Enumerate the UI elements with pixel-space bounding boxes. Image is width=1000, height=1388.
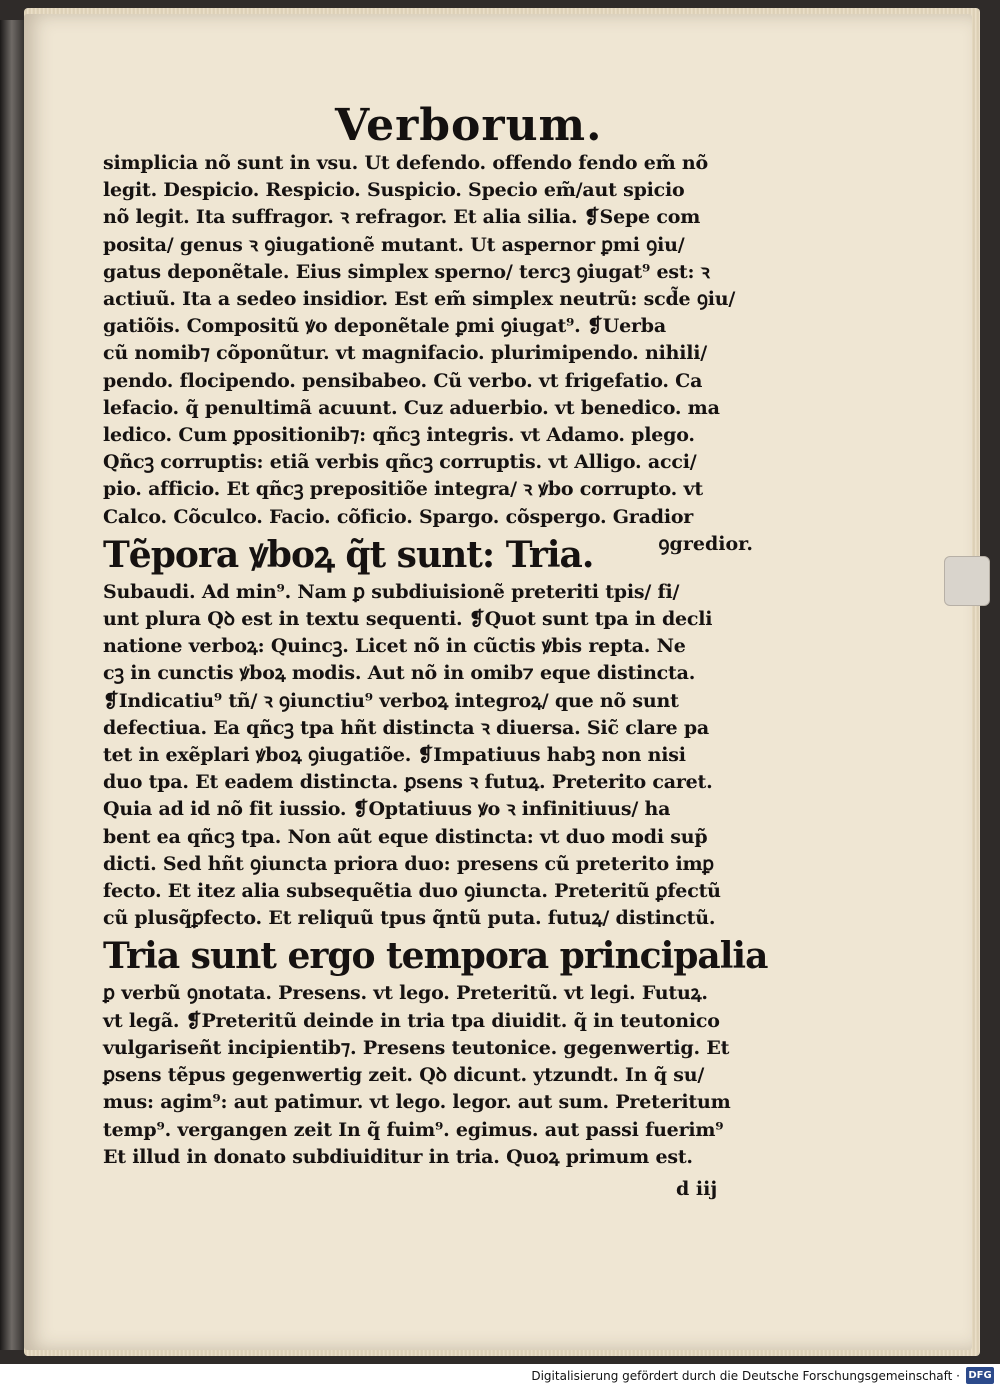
section-heading: Tẽpora ꝟboꝝ q̃t sunt: Tria. xyxy=(103,533,594,576)
text-line: nõ legit. Ita suffragor. ꝛ refragor. Et alia silia. ❡Sepe com xyxy=(103,206,701,229)
text-line: Et illud in donato subdiuiditur in tria. Quoꝝ primum est. xyxy=(103,1145,693,1168)
footer-bar xyxy=(0,1364,1000,1388)
page-clip-tab xyxy=(944,556,990,606)
text-line: Subaudi. Ad min⁹. Nam ꝑ subdiuisionẽ preteriti tpis/ fi/ xyxy=(103,580,680,603)
text-line: pio. afficio. Et qñcꝫ prepositiõe integra/ ꝛ ꝟbo corrupto. vt xyxy=(103,478,703,501)
text-line: ꝑ verbũ ꝯnotata. Presens. vt lego. Preteritũ. vt legi. Futuꝝ. xyxy=(103,982,708,1005)
text-line: ꝑsens tẽpus gegenwertig zeit. Qꝺ dicunt. ytzundt. In q̃ su/ xyxy=(103,1064,705,1087)
text-line: posita/ genus ꝛ ꝯiugationẽ mutant. Ut aspernor ꝑmi ꝯiu/ xyxy=(103,233,685,256)
paragraph-1 xyxy=(103,150,753,531)
text-line: gatus deponẽtale. Eius simplex sperno/ tercꝫ ꝯiugat⁹ est: ꝛ xyxy=(103,260,710,283)
text-block xyxy=(103,150,768,1171)
section-heading-2: Tria sunt ergo tempora principalia xyxy=(103,935,768,978)
text-line: dicti. Sed hñt ꝯiuncta priora duo: presens cũ preterito imꝑ xyxy=(103,852,714,875)
section-heading-2-row xyxy=(103,932,768,980)
text-line: unt plura Qꝺ est in textu sequenti. ❡Quot sunt tpa in decli xyxy=(103,608,713,631)
text-line: ❡Indicatiu⁹ tñ/ ꝛ ꝯiunctiu⁹ verboꝝ integroꝝ/ que nõ sunt xyxy=(103,689,679,712)
text-line: Quia ad id nõ fit iussio. ❡Optatiuus ꝟo ꝛ infinitiuus/ ha xyxy=(103,798,671,821)
text-line: gatiõis. Compositũ ꝟo deponẽtale ꝑmi ꝯiugat⁹. ❡Uerba xyxy=(103,315,666,338)
text-line: actiuũ. Ita a sedeo insidior. Est em̃ simplex neutrũ: scd̃e ꝯiu/ xyxy=(103,288,736,311)
text-line: duo tpa. Et eadem distincta. ꝑsens ꝛ futuꝝ. Preterito caret. xyxy=(103,771,713,794)
text-line: vt legã. ❡Preteritũ deinde in tria tpa diuidit. q̃ in teutonico xyxy=(103,1009,720,1032)
text-line: cꝫ in cunctis ꝟboꝝ modis. Aut nõ in omib⁊ eque distincta. xyxy=(103,662,696,685)
text-line: defectiua. Ea qñcꝫ tpa hñt distincta ꝛ diuersa. Sic̃ clare pa xyxy=(103,716,710,739)
text-line: lefacio. q̃ penultimã acuunt. Cuz aduerbio. vt benedico. ma xyxy=(103,396,720,419)
text-line: tet in exẽplari ꝟboꝝ ꝯiugatiõe. ❡Impatiuus habꝫ non nisi xyxy=(103,744,686,767)
text-line: cũ plusq̃ꝑfecto. Et reliquũ tpus q̃ntũ puta. futuꝝ/ distinctũ. xyxy=(103,907,716,930)
text-line: legit. Despicio. Respicio. Suspicio. Specio em̃/aut spicio xyxy=(103,179,685,202)
dfg-logo: DFG xyxy=(966,1367,994,1384)
paragraph-3 xyxy=(103,980,753,1170)
text-line: vulgariseñt incipientib⁊. Presens teutonice. gegenwertig. Et xyxy=(103,1036,730,1059)
running-heading: Verborum. xyxy=(335,100,603,151)
text-line: Qñcꝫ corruptis: etiã verbis qñcꝫ corruptis. vt Alligo. acci/ xyxy=(103,451,697,474)
text-line: temp⁹. vergangen zeit In q̃ fuim⁹. egimus. aut passi fuerim⁹ xyxy=(103,1118,724,1141)
text-line: bent ea qñcꝫ tpa. Non aũt eque distincta: vt duo modi sup̃ xyxy=(103,825,708,848)
text-line: pendo. flocipendo. pensibabeo. Cũ verbo. vt frigefatio. Ca xyxy=(103,369,703,392)
text-line: mus: agim⁹: aut patimur. vt lego. legor. aut sum. Preteritum xyxy=(103,1091,731,1114)
footer-credit: Digitalisierung gefördert durch die Deutsche Forschungsgemeinschaft · xyxy=(531,1369,960,1383)
paragraph-2 xyxy=(103,579,753,933)
text-line: Calco. Cõculco. Facio. cõficio. Spargo. cõspergo. Gradior xyxy=(103,505,694,528)
book-gutter xyxy=(0,20,26,1350)
text-line: simplicia nõ sunt in vsu. Ut defendo. offendo fendo em̃ nõ xyxy=(103,152,708,174)
text-line: natione verboꝝ: Quincꝫ. Licet nõ in cũctis ꝟbis repta. Ne xyxy=(103,635,686,658)
signature-mark: d iij xyxy=(676,1178,718,1200)
text-line: fecto. Et itez alia subsequẽtia duo ꝯiuncta. Preteritũ ꝑfectũ xyxy=(103,880,721,903)
section-heading-row xyxy=(103,531,753,579)
text-line: ledico. Cum ꝑpositionib⁊: qñcꝫ integris. vt Adamo. plego. xyxy=(103,424,695,447)
text-line: cũ nomib⁊ cõponũtur. vt magnifacio. plurimipendo. nihili/ xyxy=(103,342,708,365)
section-aside: ꝯgredior. xyxy=(658,532,753,555)
